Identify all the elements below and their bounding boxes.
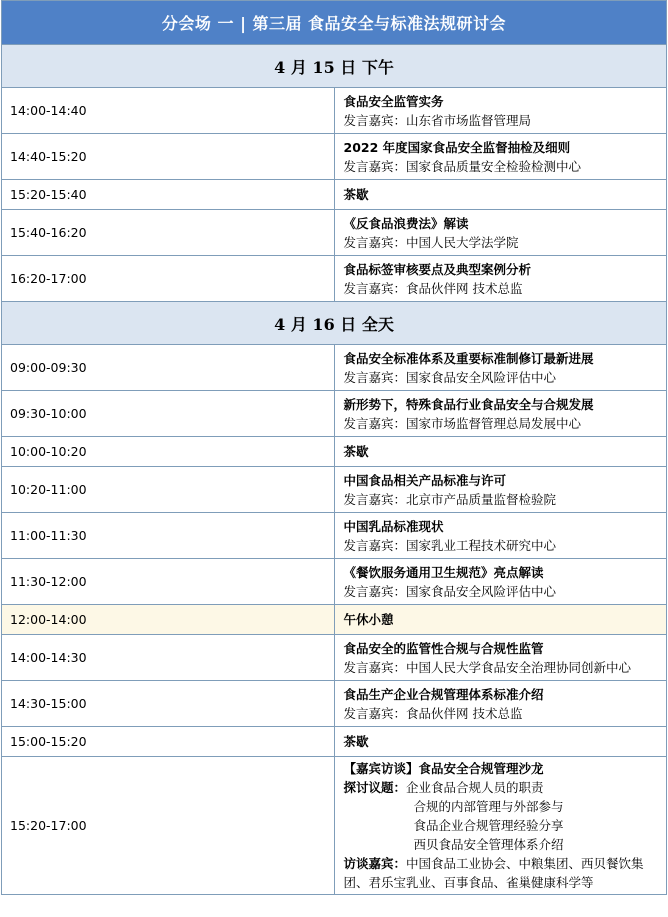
session-topic: 中国乳品标准现状	[343, 518, 444, 534]
session-row	[2, 134, 667, 180]
session-speaker: 发言嘉宾：国家食品安全风险评估中心	[343, 583, 557, 599]
session-time: 14:40-15:20	[2, 134, 335, 180]
session-content	[334, 210, 667, 256]
session-row	[2, 467, 667, 513]
session-content	[334, 727, 667, 757]
session-content	[334, 513, 667, 559]
day-header: 4 月 16 日 全天	[2, 302, 667, 345]
salon-guests: 中国食品工业协会、中粮集团、西贝餐饮集团、君乐宝乳业、百事食品、雀巢健康科学等	[343, 856, 644, 890]
session-time: 15:40-16:20	[2, 210, 335, 256]
session-time: 14:30-15:00	[2, 681, 335, 727]
session-speaker: 发言嘉宾：山东省市场监督管理局	[343, 112, 532, 128]
session-content	[334, 180, 667, 210]
session-speaker: 发言嘉宾：中国人民大学食品安全治理协同创新中心	[343, 659, 632, 675]
salon-topic: 企业食品合规人员的职责	[406, 780, 544, 795]
session-content	[334, 605, 667, 635]
session-time: 10:20-11:00	[2, 467, 335, 513]
salon-guests-label: 访谈嘉宾：	[343, 856, 407, 871]
session-time: 11:00-11:30	[2, 513, 335, 559]
session-content	[334, 345, 667, 391]
session-topic: 食品生产企业合规管理体系标准介绍	[343, 686, 544, 702]
session-time: 15:00-15:20	[2, 727, 335, 757]
session-time: 09:30-10:00	[2, 391, 335, 437]
session-topic: 茶歇	[343, 444, 369, 459]
session-content	[334, 635, 667, 681]
session-content	[334, 467, 667, 513]
session-content	[334, 134, 667, 180]
session-row	[2, 88, 667, 134]
session-row	[2, 513, 667, 559]
session-time: 14:00-14:30	[2, 635, 335, 681]
salon-topic-line	[344, 797, 667, 816]
session-content	[334, 681, 667, 727]
salon-topic: 合规的内部管理与外部参与	[413, 799, 564, 814]
session-topic: 食品标签审核要点及典型案例分析	[343, 261, 532, 277]
session-time: 16:20-17:00	[2, 256, 335, 302]
session-time: 12:00-14:00	[2, 605, 335, 635]
session-row	[2, 605, 667, 635]
session-speaker: 发言嘉宾：国家乳业工程技术研究中心	[343, 537, 557, 553]
salon-topic: 西贝食品安全管理体系介绍	[413, 837, 564, 852]
title-row	[2, 1, 667, 45]
salon-time: 15:20-17:00	[2, 757, 335, 895]
session-row	[2, 437, 667, 467]
salon-title: 【嘉宾访谈】食品安全合规管理沙龙	[343, 761, 544, 776]
session-speaker: 发言嘉宾：国家食品安全风险评估中心	[343, 369, 557, 385]
salon-topic-line	[344, 835, 667, 854]
salon-topic: 食品企业合规管理经验分享	[413, 818, 564, 833]
day-header: 4 月 15 日 下午	[2, 45, 667, 88]
session-topic: 中国食品相关产品标准与许可	[343, 472, 507, 488]
session-row	[2, 210, 667, 256]
page-title: 分会场 一 | 第三届 食品安全与标准法规研讨会	[2, 1, 667, 45]
day-header-row	[2, 45, 667, 88]
session-speaker: 发言嘉宾：食品伙伴网 技术总监	[343, 280, 523, 296]
session-content	[334, 256, 667, 302]
session-speaker: 发言嘉宾：北京市产品质量监督检验院	[343, 491, 557, 507]
session-topic: 食品安全监管实务	[343, 93, 444, 109]
session-row	[2, 180, 667, 210]
session-content	[334, 391, 667, 437]
schedule-table	[1, 0, 667, 895]
session-row	[2, 559, 667, 605]
salon-topic-line	[344, 816, 667, 835]
session-topic: 新形势下，特殊食品行业食品安全与合规发展	[343, 396, 594, 412]
salon-topic-line	[344, 778, 667, 797]
session-time: 11:30-12:00	[2, 559, 335, 605]
session-time: 09:00-09:30	[2, 345, 335, 391]
schedule	[1, 0, 667, 895]
salon-row	[2, 757, 667, 895]
session-topic: 《餐饮服务通用卫生规范》亮点解读	[343, 564, 544, 580]
session-row	[2, 391, 667, 437]
session-content	[334, 88, 667, 134]
session-time: 15:20-15:40	[2, 180, 335, 210]
session-row	[2, 727, 667, 757]
session-time: 14:00-14:40	[2, 88, 335, 134]
session-topic: 《反食品浪费法》解读	[343, 215, 469, 231]
session-topic: 茶歇	[343, 187, 369, 202]
salon-topics-label: 探讨议题：	[343, 780, 407, 795]
session-speaker: 发言嘉宾：国家食品质量安全检验检测中心	[343, 158, 582, 174]
session-content	[334, 437, 667, 467]
session-topic: 2022 年度国家食品安全监督抽检及细则	[343, 139, 571, 155]
session-topic: 午休小憩	[343, 612, 394, 627]
session-row	[2, 256, 667, 302]
session-row	[2, 345, 667, 391]
session-topic: 茶歇	[343, 734, 369, 749]
day-header-row	[2, 302, 667, 345]
session-speaker: 发言嘉宾：国家市场监督管理总局发展中心	[343, 415, 582, 431]
session-speaker: 发言嘉宾：中国人民大学法学院	[343, 234, 519, 250]
session-topic: 食品安全标准体系及重要标准制修订最新进展	[343, 350, 594, 366]
session-row	[2, 681, 667, 727]
session-time: 10:00-10:20	[2, 437, 335, 467]
salon-guests-line	[344, 854, 667, 892]
session-content	[334, 559, 667, 605]
session-topic: 食品安全的监管性合规与合规性监管	[343, 640, 544, 656]
session-row	[2, 635, 667, 681]
salon-content	[334, 757, 667, 895]
session-speaker: 发言嘉宾：食品伙伴网 技术总监	[343, 705, 523, 721]
